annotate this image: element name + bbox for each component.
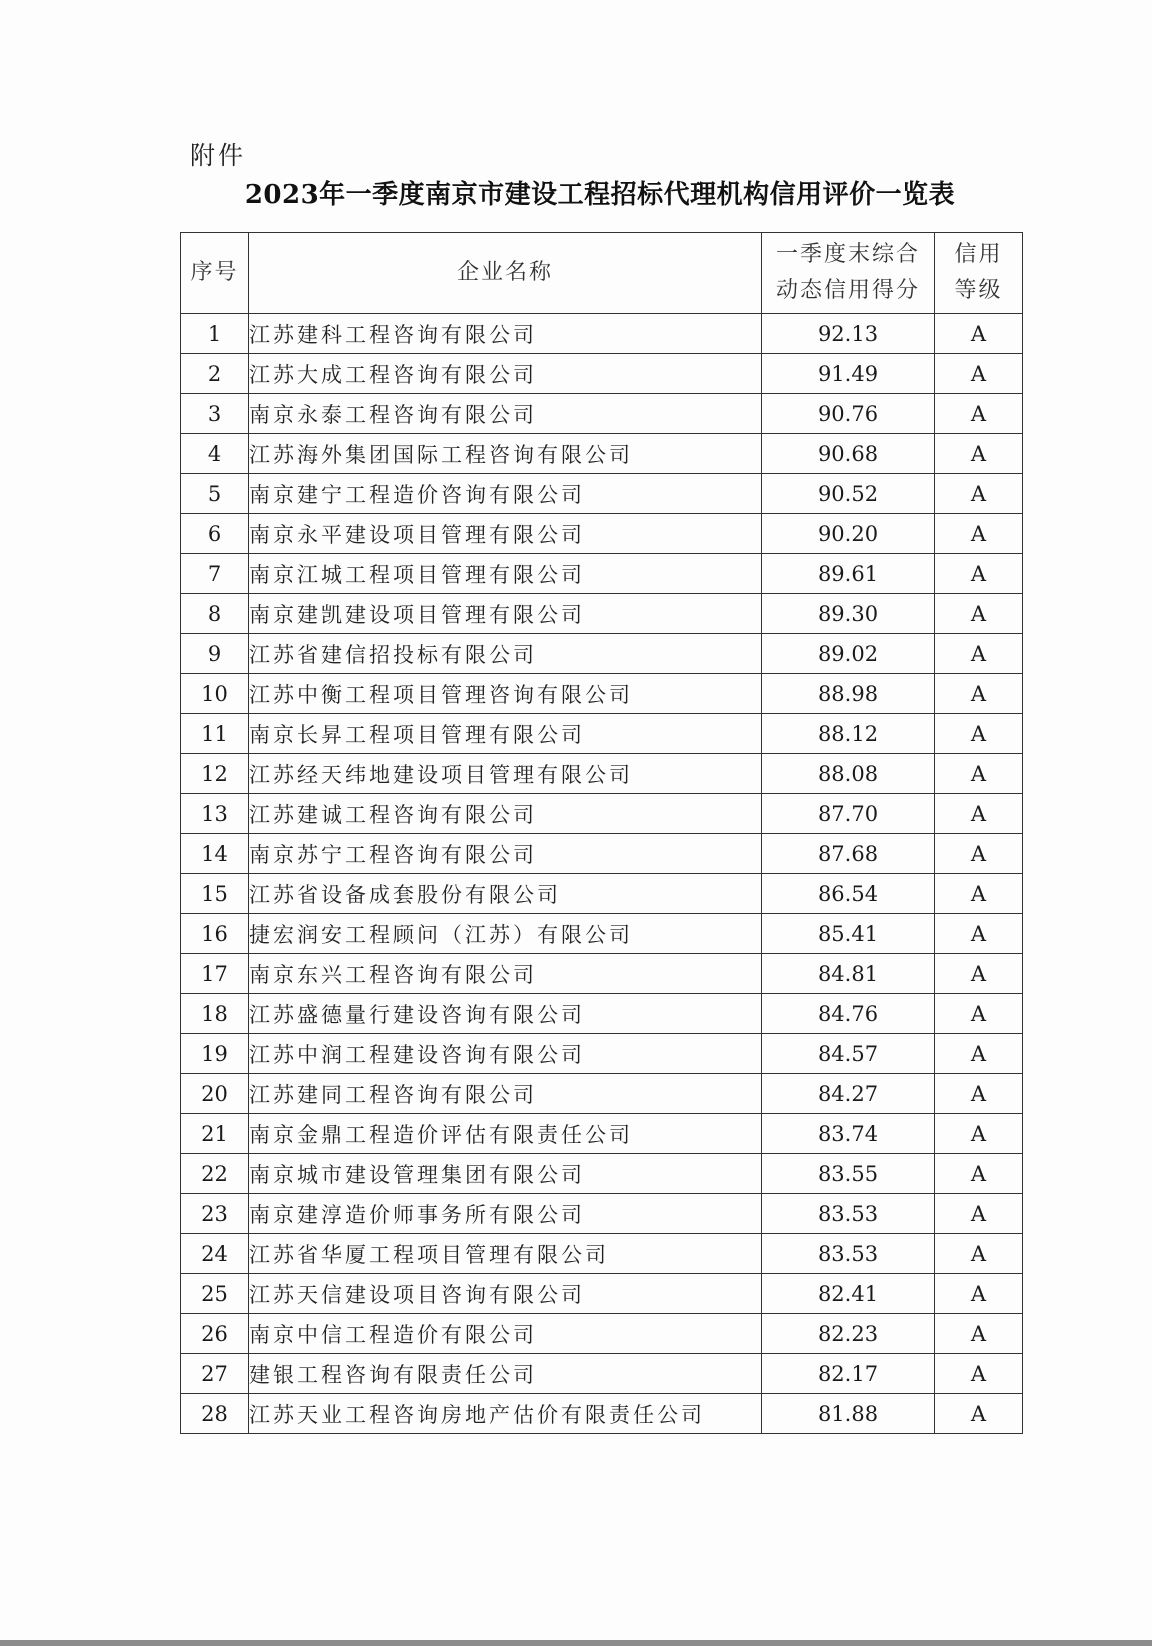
credit-score-cell: 90.52 — [762, 474, 935, 514]
table-row — [181, 954, 1023, 994]
serial-number-cell: 10 — [181, 674, 249, 714]
credit-grade-cell: A — [935, 354, 1023, 394]
company-name-cell: 江苏省设备成套股份有限公司 — [249, 874, 762, 914]
credit-score-cell: 88.98 — [762, 674, 935, 714]
header-credit-score-line2: 动态信用得分 — [775, 278, 920, 303]
credit-grade-cell: A — [935, 1114, 1023, 1154]
credit-score-cell: 87.70 — [762, 794, 935, 834]
company-name-cell: 江苏建诚工程咨询有限公司 — [249, 794, 762, 834]
header-credit-score — [762, 233, 935, 314]
credit-score-cell: 83.53 — [762, 1234, 935, 1274]
credit-grade-cell: A — [935, 1274, 1023, 1314]
serial-number-cell: 9 — [181, 634, 249, 674]
credit-score-cell: 83.74 — [762, 1114, 935, 1154]
credit-score-cell: 84.76 — [762, 994, 935, 1034]
credit-grade-cell: A — [935, 754, 1023, 794]
serial-number-cell: 2 — [181, 354, 249, 394]
serial-number-cell: 4 — [181, 434, 249, 474]
table-row — [181, 914, 1023, 954]
credit-score-cell: 88.12 — [762, 714, 935, 754]
table-row — [181, 554, 1023, 594]
table-row — [181, 874, 1023, 914]
credit-grade-cell: A — [935, 1074, 1023, 1114]
serial-number-cell: 23 — [181, 1194, 249, 1234]
credit-grade-cell: A — [935, 474, 1023, 514]
table-row — [181, 1234, 1023, 1274]
credit-score-cell: 86.54 — [762, 874, 935, 914]
credit-grade-cell: A — [935, 634, 1023, 674]
company-name-cell: 南京金鼎工程造价评估有限责任公司 — [249, 1114, 762, 1154]
serial-number-cell: 1 — [181, 314, 249, 354]
credit-score-cell: 89.30 — [762, 594, 935, 634]
company-name-cell: 江苏海外集团国际工程咨询有限公司 — [249, 434, 762, 474]
company-name-cell: 南京苏宁工程咨询有限公司 — [249, 834, 762, 874]
credit-score-cell: 84.81 — [762, 954, 935, 994]
company-name-cell: 江苏省建信招投标有限公司 — [249, 634, 762, 674]
table-row — [181, 714, 1023, 754]
credit-grade-cell: A — [935, 1034, 1023, 1074]
credit-score-cell: 90.68 — [762, 434, 935, 474]
credit-grade-cell: A — [935, 874, 1023, 914]
serial-number-cell: 20 — [181, 1074, 249, 1114]
company-name-cell: 江苏天业工程咨询房地产估价有限责任公司 — [249, 1394, 762, 1434]
table-row — [181, 514, 1023, 554]
serial-number-cell: 24 — [181, 1234, 249, 1274]
credit-grade-cell: A — [935, 1354, 1023, 1394]
serial-number-cell: 14 — [181, 834, 249, 874]
credit-score-cell: 85.41 — [762, 914, 935, 954]
credit-grade-cell: A — [935, 394, 1023, 434]
table-row — [181, 1074, 1023, 1114]
bottom-edge-bar — [0, 1640, 1152, 1646]
table-row — [181, 1394, 1023, 1434]
company-name-cell: 江苏盛德量行建设咨询有限公司 — [249, 994, 762, 1034]
credit-grade-cell: A — [935, 1314, 1023, 1354]
table-row — [181, 1314, 1023, 1354]
company-name-cell: 南京江城工程项目管理有限公司 — [249, 554, 762, 594]
company-name-cell: 南京东兴工程咨询有限公司 — [249, 954, 762, 994]
credit-grade-cell: A — [935, 954, 1023, 994]
serial-number-cell: 21 — [181, 1114, 249, 1154]
company-name-cell: 南京永泰工程咨询有限公司 — [249, 394, 762, 434]
company-name-cell: 南京永平建设项目管理有限公司 — [249, 514, 762, 554]
serial-number-cell: 12 — [181, 754, 249, 794]
serial-number-cell: 6 — [181, 514, 249, 554]
company-name-cell: 南京建宁工程造价咨询有限公司 — [249, 474, 762, 514]
header-company-name-label: 企业名称 — [456, 260, 553, 285]
table-row — [181, 1354, 1023, 1394]
credit-grade-cell: A — [935, 914, 1023, 954]
company-name-cell: 江苏经天纬地建设项目管理有限公司 — [249, 754, 762, 794]
serial-number-cell: 17 — [181, 954, 249, 994]
table-row — [181, 1194, 1023, 1234]
company-name-cell: 建银工程咨询有限责任公司 — [249, 1354, 762, 1394]
credit-rating-table — [180, 232, 1023, 1434]
serial-number-cell: 16 — [181, 914, 249, 954]
credit-score-cell: 88.08 — [762, 754, 935, 794]
header-credit-grade — [935, 233, 1023, 314]
credit-score-cell: 84.27 — [762, 1074, 935, 1114]
serial-number-cell: 8 — [181, 594, 249, 634]
table-row — [181, 634, 1023, 674]
header-serial-number — [181, 233, 249, 314]
company-name-cell: 江苏中润工程建设咨询有限公司 — [249, 1034, 762, 1074]
company-name-cell: 捷宏润安工程顾问（江苏）有限公司 — [249, 914, 762, 954]
credit-score-cell: 91.49 — [762, 354, 935, 394]
credit-score-cell: 89.61 — [762, 554, 935, 594]
header-credit-grade-line2: 等级 — [954, 278, 1003, 303]
credit-grade-cell: A — [935, 594, 1023, 634]
table-row — [181, 594, 1023, 634]
credit-score-cell: 89.02 — [762, 634, 935, 674]
company-name-cell: 南京中信工程造价有限公司 — [249, 1314, 762, 1354]
serial-number-cell: 15 — [181, 874, 249, 914]
credit-score-cell: 87.68 — [762, 834, 935, 874]
credit-grade-cell: A — [935, 794, 1023, 834]
table-row — [181, 314, 1023, 354]
table-body — [181, 314, 1023, 1434]
table-header — [181, 233, 1023, 314]
table-row — [181, 834, 1023, 874]
credit-grade-cell: A — [935, 554, 1023, 594]
serial-number-cell: 27 — [181, 1354, 249, 1394]
credit-grade-cell: A — [935, 714, 1023, 754]
table-row — [181, 354, 1023, 394]
table-row — [181, 394, 1023, 434]
company-name-cell: 南京建凯建设项目管理有限公司 — [249, 594, 762, 634]
credit-grade-cell: A — [935, 834, 1023, 874]
serial-number-cell: 7 — [181, 554, 249, 594]
company-name-cell: 南京建淳造价师事务所有限公司 — [249, 1194, 762, 1234]
table-row — [181, 1274, 1023, 1314]
credit-grade-cell: A — [935, 1394, 1023, 1434]
credit-grade-cell: A — [935, 994, 1023, 1034]
credit-score-cell: 90.76 — [762, 394, 935, 434]
company-name-cell: 江苏建科工程咨询有限公司 — [249, 314, 762, 354]
serial-number-cell: 25 — [181, 1274, 249, 1314]
serial-number-cell: 28 — [181, 1394, 249, 1434]
serial-number-cell: 3 — [181, 394, 249, 434]
credit-score-cell: 81.88 — [762, 1394, 935, 1434]
serial-number-cell: 26 — [181, 1314, 249, 1354]
table-row — [181, 674, 1023, 714]
credit-grade-cell: A — [935, 1154, 1023, 1194]
table-row — [181, 754, 1023, 794]
table-row — [181, 474, 1023, 514]
credit-score-cell: 83.53 — [762, 1194, 935, 1234]
table-row — [181, 1034, 1023, 1074]
header-company-name — [249, 233, 762, 314]
credit-grade-cell: A — [935, 434, 1023, 474]
serial-number-cell: 19 — [181, 1034, 249, 1074]
table-row — [181, 994, 1023, 1034]
company-name-cell: 江苏建同工程咨询有限公司 — [249, 1074, 762, 1114]
attachment-label: 附件 — [190, 141, 247, 170]
credit-grade-cell: A — [935, 314, 1023, 354]
company-name-cell: 江苏大成工程咨询有限公司 — [249, 354, 762, 394]
company-name-cell: 南京长昇工程项目管理有限公司 — [249, 714, 762, 754]
serial-number-cell: 11 — [181, 714, 249, 754]
credit-grade-cell: A — [935, 514, 1023, 554]
company-name-cell: 南京城市建设管理集团有限公司 — [249, 1154, 762, 1194]
credit-score-cell: 82.23 — [762, 1314, 935, 1354]
table-row — [181, 794, 1023, 834]
credit-grade-cell: A — [935, 674, 1023, 714]
credit-grade-cell: A — [935, 1194, 1023, 1234]
credit-score-cell: 92.13 — [762, 314, 935, 354]
company-name-cell: 江苏省华厦工程项目管理有限公司 — [249, 1234, 762, 1274]
credit-grade-cell: A — [935, 1234, 1023, 1274]
company-name-cell: 江苏中衡工程项目管理咨询有限公司 — [249, 674, 762, 714]
header-row — [181, 233, 1023, 314]
table-row — [181, 434, 1023, 474]
document-title: 2023年一季度南京市建设工程招标代理机构信用评价一览表 — [244, 180, 956, 210]
credit-score-cell: 84.57 — [762, 1034, 935, 1074]
serial-number-cell: 13 — [181, 794, 249, 834]
table-row — [181, 1154, 1023, 1194]
credit-score-cell: 82.41 — [762, 1274, 935, 1314]
header-serial-number-label: 序号 — [190, 260, 239, 285]
credit-score-cell: 82.17 — [762, 1354, 935, 1394]
credit-score-cell: 90.20 — [762, 514, 935, 554]
serial-number-cell: 22 — [181, 1154, 249, 1194]
table-row — [181, 1114, 1023, 1154]
header-credit-grade-line1: 信用 — [954, 242, 1003, 267]
credit-score-cell: 83.55 — [762, 1154, 935, 1194]
company-name-cell: 江苏天信建设项目咨询有限公司 — [249, 1274, 762, 1314]
header-credit-score-line1: 一季度末综合 — [775, 242, 920, 267]
serial-number-cell: 5 — [181, 474, 249, 514]
serial-number-cell: 18 — [181, 994, 249, 1034]
